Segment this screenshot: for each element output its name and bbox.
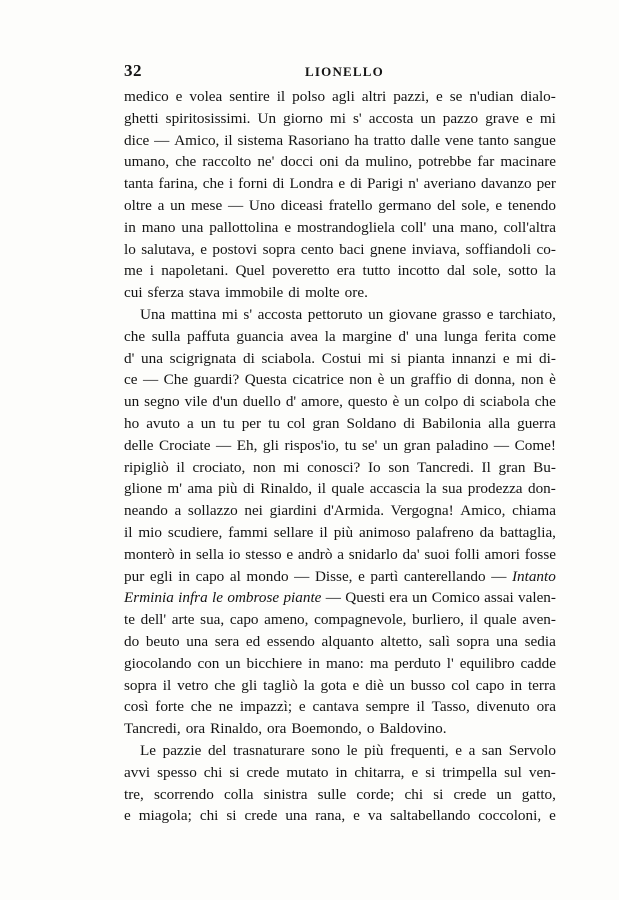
body-text [124, 86, 556, 827]
text-line: e miagola; chi si crede una rana, e va saltabellando coccoloni, e [124, 807, 556, 825]
text-line: glione m' ama più di Rinaldo, il quale accascia la sua prodezza don- [124, 480, 556, 498]
text-line: dice — Amico, il sistema Rasoriano ha tratto dalle vene tanto sangue [124, 131, 556, 149]
text-line: te dell' arte sua, capo ameno, compagnevole, burliero, il quale aven- [124, 611, 556, 629]
text-line: avvi spesso chi si crede mutato in chitarra, e si trimpella sul ven- [124, 763, 556, 781]
text-line: me i napoletani. Quel poveretto era tutto incotto dal sole, sotto la [124, 262, 556, 280]
text-line: il mio scudiere, fammi sellare il più animoso palafreno da battaglia, [124, 523, 556, 541]
text-line: neando a sollazzo nei giardini d'Armida. Vergogna! Amico, chiama [124, 502, 556, 520]
text-line: umano, che raccolto ne' docci oni da mulino, potrebbe far macinare [124, 153, 556, 171]
text-line: tanta farina, che i forni di Londra e di Parigi n' averiano davanzo per [124, 175, 556, 193]
text-line: medico e volea sentire il polso agli altri pazzi, e se n'udian dialo- [124, 88, 556, 105]
text-line: sopra il vetro che gli tagliò la gota e diè un busso col capo in terra [124, 676, 556, 694]
text-line: ripigliò il crociato, non mi conosci? Io son Tancredi. Il gran Bu- [124, 458, 556, 476]
text-line: ho avuto a un tu per tu col gran Soldano di Babilonia alla guerra [124, 414, 556, 432]
text-line: oltre a un mese — Uno diceasi fratello germano del sole, e tenendo [124, 196, 556, 214]
text-line: tre, scorrendo colla sinistra sulle corde; chi si crede un gatto, [124, 785, 556, 803]
text-line: cui sferza stava immobile di molte ore. [124, 284, 368, 302]
text-line: Erminia infra le ombrose piante — Questi era un Comico assai valen- [124, 589, 556, 607]
text-line: in mano una pallottolina e mostrandogliela coll' una mano, coll'altra [124, 218, 556, 236]
text-line: Tancredi, ora Rinaldo, ora Boemondo, o Baldovino. [124, 720, 447, 738]
page-number: 32 [124, 61, 142, 80]
text-line: ghetti spiritosissimi. Un giorno mi s' accosta un pazzo grave e mi [124, 109, 556, 127]
text-line: un segno vile d'un duello d' amore, questo è un colpo di sciabola che [124, 393, 556, 411]
text-line: lo salutava, e postovi sopra cento baci gnene inviava, soffiandoli co- [124, 240, 556, 258]
text-line: Una mattina mi s' accosta pettoruto un giovane grasso e tarchiato, [140, 305, 556, 323]
text-line: monterò in sella io stesso e andrò a snidarlo da' suoi folli amori fosse [124, 545, 556, 563]
text-line: ce — Che guardi? Questa cicatrice non è un graffio di donna, non è [124, 371, 556, 389]
text-line: che sulla paffuta guancia avea la margine d' una lunga ferita come [124, 327, 556, 345]
text-line: d' una scigrignata di sciabola. Costui mi si pianta innanzi e mi di- [124, 349, 556, 367]
text-line: delle Crociate — Eh, gli rispos'io, tu se' un gran paladino — Come! [124, 436, 556, 454]
text-line: do beuto una sera ed essendo alquanto altetto, salì sopra una sedia [124, 632, 556, 650]
page-header [0, 61, 619, 83]
text-line: giocolando con un bicchiere in mano: ma perduto l' equilibro cadde [124, 654, 556, 672]
text-line: così forte che ne impazzì; e cantava sempre il Tasso, divenuto ora [124, 698, 556, 716]
text-line: Le pazzie del trasnaturare sono le più frequenti, e a san Servolo [140, 741, 556, 759]
text-line: pur egli in capo al mondo — Disse, e partì canterellando — Intanto [124, 567, 556, 585]
running-title: LIONELLO [305, 64, 384, 79]
